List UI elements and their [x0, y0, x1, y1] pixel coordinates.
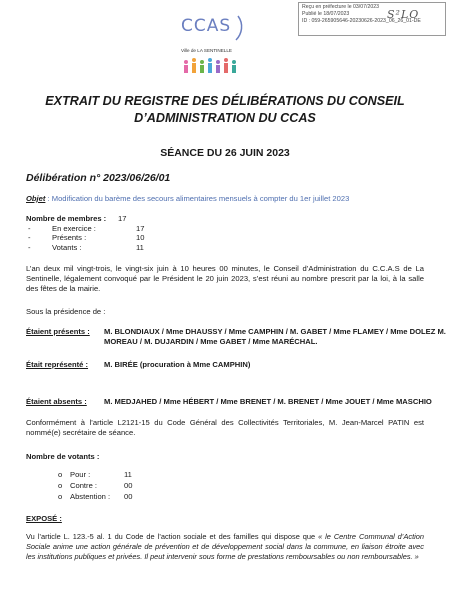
- intro-paragraph: L’an deux mil vingt-trois, le vingt-six juin à 10 heures 00 minutes, le Conseil d’Administration du C.C.A.S de La Sentinelle, légalement convoqué par le Président le 20 juin 2023, s’est réuni au nombre prescrit par la loi, à la salle des fêtes de la mairie.: [26, 264, 424, 293]
- expose-heading: EXPOSÉ :: [26, 514, 62, 523]
- expose-text-start: Vu l’article L. 123.-5 al. 1 du Code de l’action sociale et des familles qui dispose que: [26, 532, 319, 541]
- members-label: Nombre de membres :: [26, 214, 107, 223]
- vote-label: Abstention :: [70, 492, 111, 501]
- vote-bullet: o: [58, 481, 63, 490]
- members-row: [26, 224, 144, 234]
- secretaire-paragraph: Conformément à l’article L2121-15 du Code Général des Collectivités Territoriales, M. Jean-Marcel PATIN est nommé(e) secrétaire de séance.: [26, 418, 424, 437]
- presents-label: Étaient présents :: [26, 327, 90, 336]
- represente-value: M. BIRÉE (procuration à Mme CAMPHIN): [104, 360, 251, 369]
- prefecture-stamp: [298, 2, 446, 36]
- vote-label: Contre :: [70, 481, 98, 490]
- logo-swirl-icon: [236, 16, 242, 40]
- document-title: EXTRAIT DU REGISTRE DES DÉLIBÉRATIONS DU CONSEIL D’ADMINISTRATION DU CCAS: [45, 94, 405, 125]
- objet-line: [26, 194, 349, 203]
- vote-bullet: o: [58, 470, 63, 479]
- members-row: [26, 233, 144, 243]
- deliberation-number: Délibération n° 2023/06/26/01: [26, 172, 171, 184]
- seance-date: SÉANCE DU 26 JUIN 2023: [160, 147, 290, 159]
- members-bullet: -: [28, 223, 31, 233]
- objet-text: : Modification du barème des secours alimentaires mensuels à compter du 1er juillet 2023: [45, 194, 350, 203]
- logo-subtitle: Ville de LA SENTINELLE: [181, 48, 232, 53]
- members-row-label: En exercice :: [52, 223, 96, 233]
- stamp-received: Reçu en préfecture le 03/07/2023: [302, 4, 380, 10]
- vote-value: 00: [124, 492, 133, 501]
- presents-list: M. BLONDIAUX / Mme DHAUSSY / Mme CAMPHIN / M. GABET / Mme FLAMEY / Mme DOLEZ M. MOREAU / M. DUJARDIN / Mme GABET / Mme MARÉCHAL.: [104, 327, 446, 346]
- presents-row: [26, 327, 446, 349]
- members-bullet: -: [28, 242, 31, 252]
- members-row-value: 10: [136, 233, 145, 243]
- votes-block: [58, 469, 132, 502]
- members-total-row: [26, 214, 144, 224]
- members-block: [26, 214, 144, 252]
- represente-label: Était représenté :: [26, 360, 89, 369]
- absents-label: Étaient absents :: [26, 397, 87, 406]
- members-row-value: 17: [136, 223, 145, 233]
- vote-value: 00: [124, 481, 133, 490]
- expose-paragraph: [26, 532, 424, 562]
- vote-bullet: o: [58, 492, 63, 501]
- expose-text-quote: « le Centre Communal d’Action Sociale anime une action générale de prévention et de développement social dans la commune, en liaison étroite avec les institutions publiques et privées. Il peut intervenir sous forme de prestations remboursables ou non remboursables. »: [26, 532, 424, 561]
- vote-row: [58, 469, 132, 480]
- vote-label: Pour :: [70, 470, 91, 479]
- members-row-value: 11: [136, 242, 144, 252]
- members-row-label: Votants :: [52, 242, 82, 252]
- objet-label: Objet: [26, 194, 46, 203]
- stamp-signature: S²LO: [387, 8, 420, 21]
- members-row: [26, 243, 144, 253]
- presidence-line: Sous la présidence de :: [26, 307, 106, 316]
- vote-row: [58, 480, 132, 491]
- vote-value: 11: [124, 470, 132, 479]
- votes-label: Nombre de votants :: [26, 452, 100, 461]
- stamp-id: ID : 059-265905646-20230626-2023_06_26_01-DE: [302, 18, 421, 24]
- absents-list: M. MEDJAHED / Mme HÉBERT / Mme BRENET / M. BRENET / Mme JOUET / Mme MASCHIO: [104, 397, 432, 406]
- stamp-published: Publié le 18/07/2023: [302, 11, 350, 17]
- vote-row: [58, 491, 132, 502]
- logo-title: CCAS: [181, 16, 232, 36]
- members-total: 17: [118, 214, 127, 223]
- members-row-label: Présents :: [52, 233, 87, 243]
- logo-figures-icon: [184, 58, 236, 73]
- members-bullet: -: [28, 233, 31, 243]
